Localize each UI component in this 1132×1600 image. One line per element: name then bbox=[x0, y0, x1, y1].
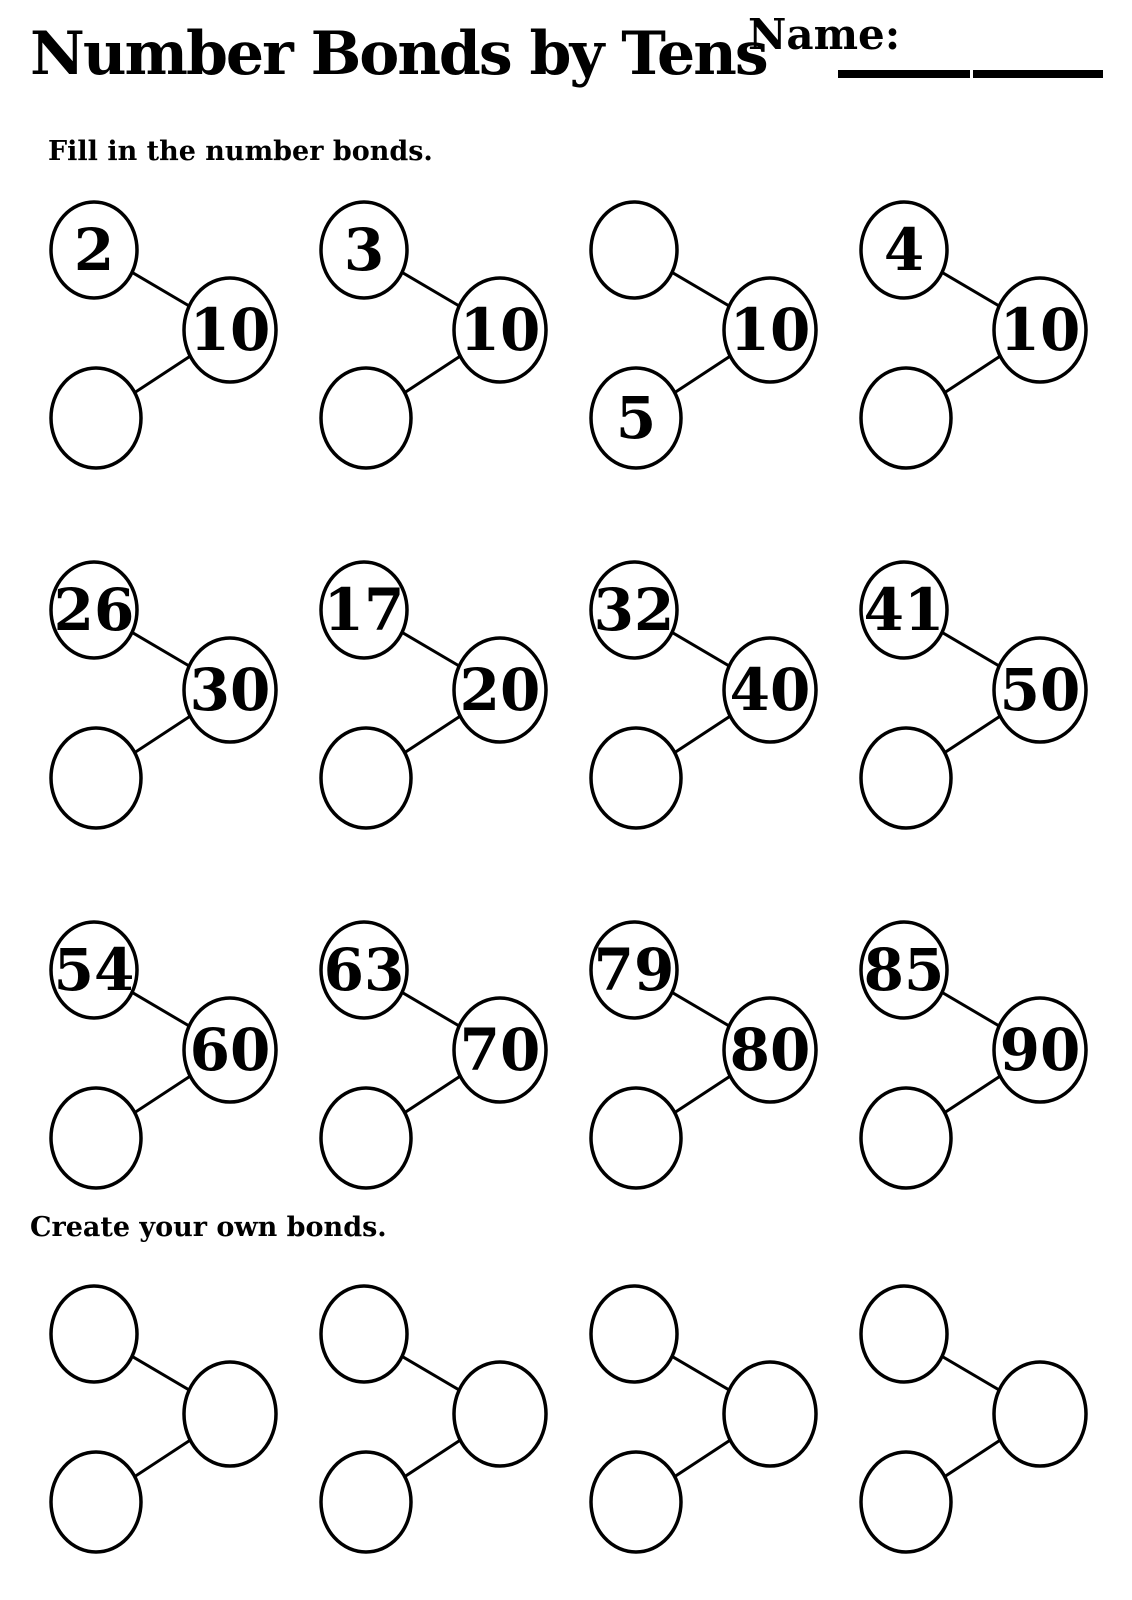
number-bond-fill-10 bbox=[300, 912, 562, 1197]
bond-part-bottom-circle[interactable] bbox=[861, 728, 951, 828]
bond-part-bottom-circle[interactable] bbox=[591, 1088, 681, 1188]
number-bond-create-1 bbox=[30, 1276, 292, 1561]
number-bond-fill-7 bbox=[570, 552, 832, 837]
bond-whole-value: 40 bbox=[729, 656, 811, 724]
bond-part-top-value: 26 bbox=[53, 576, 135, 644]
number-bond-fill-5 bbox=[30, 552, 292, 837]
bond-part-bottom-circle[interactable] bbox=[51, 1088, 141, 1188]
bond-part-top-circle[interactable] bbox=[591, 1286, 677, 1382]
number-bond-fill-6 bbox=[300, 552, 562, 837]
bond-whole-circle[interactable] bbox=[994, 1362, 1086, 1466]
bond-part-bottom-circle[interactable] bbox=[51, 728, 141, 828]
bond-part-top-value: 32 bbox=[593, 576, 675, 644]
bond-part-bottom-circle[interactable] bbox=[861, 368, 951, 468]
bond-part-top-value: 17 bbox=[323, 576, 405, 644]
number-bond-diagram bbox=[300, 912, 562, 1197]
number-bond-diagram bbox=[30, 1276, 292, 1561]
number-bond-diagram bbox=[840, 912, 1102, 1197]
bond-whole-circle[interactable] bbox=[724, 1362, 816, 1466]
bond-whole-value: 10 bbox=[729, 296, 811, 364]
create-bonds-grid bbox=[30, 1276, 1110, 1561]
number-bond-diagram bbox=[570, 1276, 832, 1561]
number-bond-fill-1 bbox=[30, 192, 292, 477]
bond-whole-circle[interactable] bbox=[184, 1362, 276, 1466]
name-fill-line-1[interactable] bbox=[838, 70, 970, 78]
number-bond-diagram bbox=[300, 192, 562, 477]
number-bond-diagram bbox=[30, 912, 292, 1197]
bond-part-bottom-circle[interactable] bbox=[861, 1088, 951, 1188]
number-bond-diagram bbox=[570, 912, 832, 1197]
bond-part-bottom-value: 5 bbox=[615, 384, 657, 452]
bond-part-top-value: 85 bbox=[863, 936, 945, 1004]
bond-part-bottom-circle[interactable] bbox=[591, 1452, 681, 1552]
number-bond-create-3 bbox=[570, 1276, 832, 1561]
number-bond-fill-11 bbox=[570, 912, 832, 1197]
bond-whole-value: 20 bbox=[459, 656, 541, 724]
bond-whole-value: 10 bbox=[189, 296, 271, 364]
bond-part-bottom-circle[interactable] bbox=[51, 368, 141, 468]
number-bond-create-2 bbox=[300, 1276, 562, 1561]
bond-part-bottom-circle[interactable] bbox=[861, 1452, 951, 1552]
bond-part-bottom-circle[interactable] bbox=[321, 1088, 411, 1188]
bond-part-top-value: 2 bbox=[73, 216, 115, 284]
number-bond-fill-4 bbox=[840, 192, 1102, 477]
bond-whole-value: 30 bbox=[189, 656, 271, 724]
bond-part-top-circle[interactable] bbox=[861, 1286, 947, 1382]
bond-whole-circle[interactable] bbox=[454, 1362, 546, 1466]
number-bond-fill-2 bbox=[300, 192, 562, 477]
bond-part-bottom-circle[interactable] bbox=[321, 1452, 411, 1552]
fill-bonds-grid bbox=[30, 192, 1110, 1197]
fill-instruction: Fill in the number bonds. bbox=[48, 136, 433, 167]
number-bond-diagram bbox=[840, 192, 1102, 477]
page-title: Number Bonds by Tens bbox=[30, 19, 767, 89]
bond-whole-value: 10 bbox=[999, 296, 1081, 364]
bond-part-top-value: 79 bbox=[593, 936, 675, 1004]
number-bond-diagram bbox=[30, 192, 292, 477]
number-bond-create-4 bbox=[840, 1276, 1102, 1561]
bond-part-bottom-circle[interactable] bbox=[51, 1452, 141, 1552]
number-bond-diagram bbox=[300, 552, 562, 837]
number-bond-diagram bbox=[570, 552, 832, 837]
bond-part-bottom-circle[interactable] bbox=[591, 728, 681, 828]
bond-part-top-value: 41 bbox=[863, 576, 945, 644]
bond-part-top-value: 63 bbox=[323, 936, 405, 1004]
bond-part-bottom-circle[interactable] bbox=[321, 728, 411, 828]
bond-whole-value: 10 bbox=[459, 296, 541, 364]
bond-whole-value: 50 bbox=[999, 656, 1081, 724]
number-bond-fill-3 bbox=[570, 192, 832, 477]
bond-whole-value: 60 bbox=[189, 1016, 271, 1084]
number-bond-fill-12 bbox=[840, 912, 1102, 1197]
create-instruction: Create your own bonds. bbox=[30, 1212, 387, 1243]
bond-part-top-value: 4 bbox=[883, 216, 925, 284]
bond-part-bottom-circle[interactable] bbox=[321, 368, 411, 468]
bond-whole-value: 80 bbox=[729, 1016, 811, 1084]
bond-part-top-circle[interactable] bbox=[591, 202, 677, 298]
number-bond-fill-9 bbox=[30, 912, 292, 1197]
bond-whole-value: 70 bbox=[459, 1016, 541, 1084]
bond-part-top-circle[interactable] bbox=[321, 1286, 407, 1382]
number-bond-diagram bbox=[570, 192, 832, 477]
bond-whole-value: 90 bbox=[999, 1016, 1081, 1084]
bond-part-top-circle[interactable] bbox=[51, 1286, 137, 1382]
number-bond-diagram bbox=[840, 552, 1102, 837]
bond-part-top-value: 54 bbox=[53, 936, 135, 1004]
name-fill-line-2[interactable] bbox=[973, 70, 1103, 78]
number-bond-diagram bbox=[300, 1276, 562, 1561]
bond-part-top-value: 3 bbox=[343, 216, 385, 284]
name-label: Name: bbox=[748, 10, 901, 59]
number-bond-diagram bbox=[840, 1276, 1102, 1561]
number-bond-fill-8 bbox=[840, 552, 1102, 837]
number-bond-diagram bbox=[30, 552, 292, 837]
